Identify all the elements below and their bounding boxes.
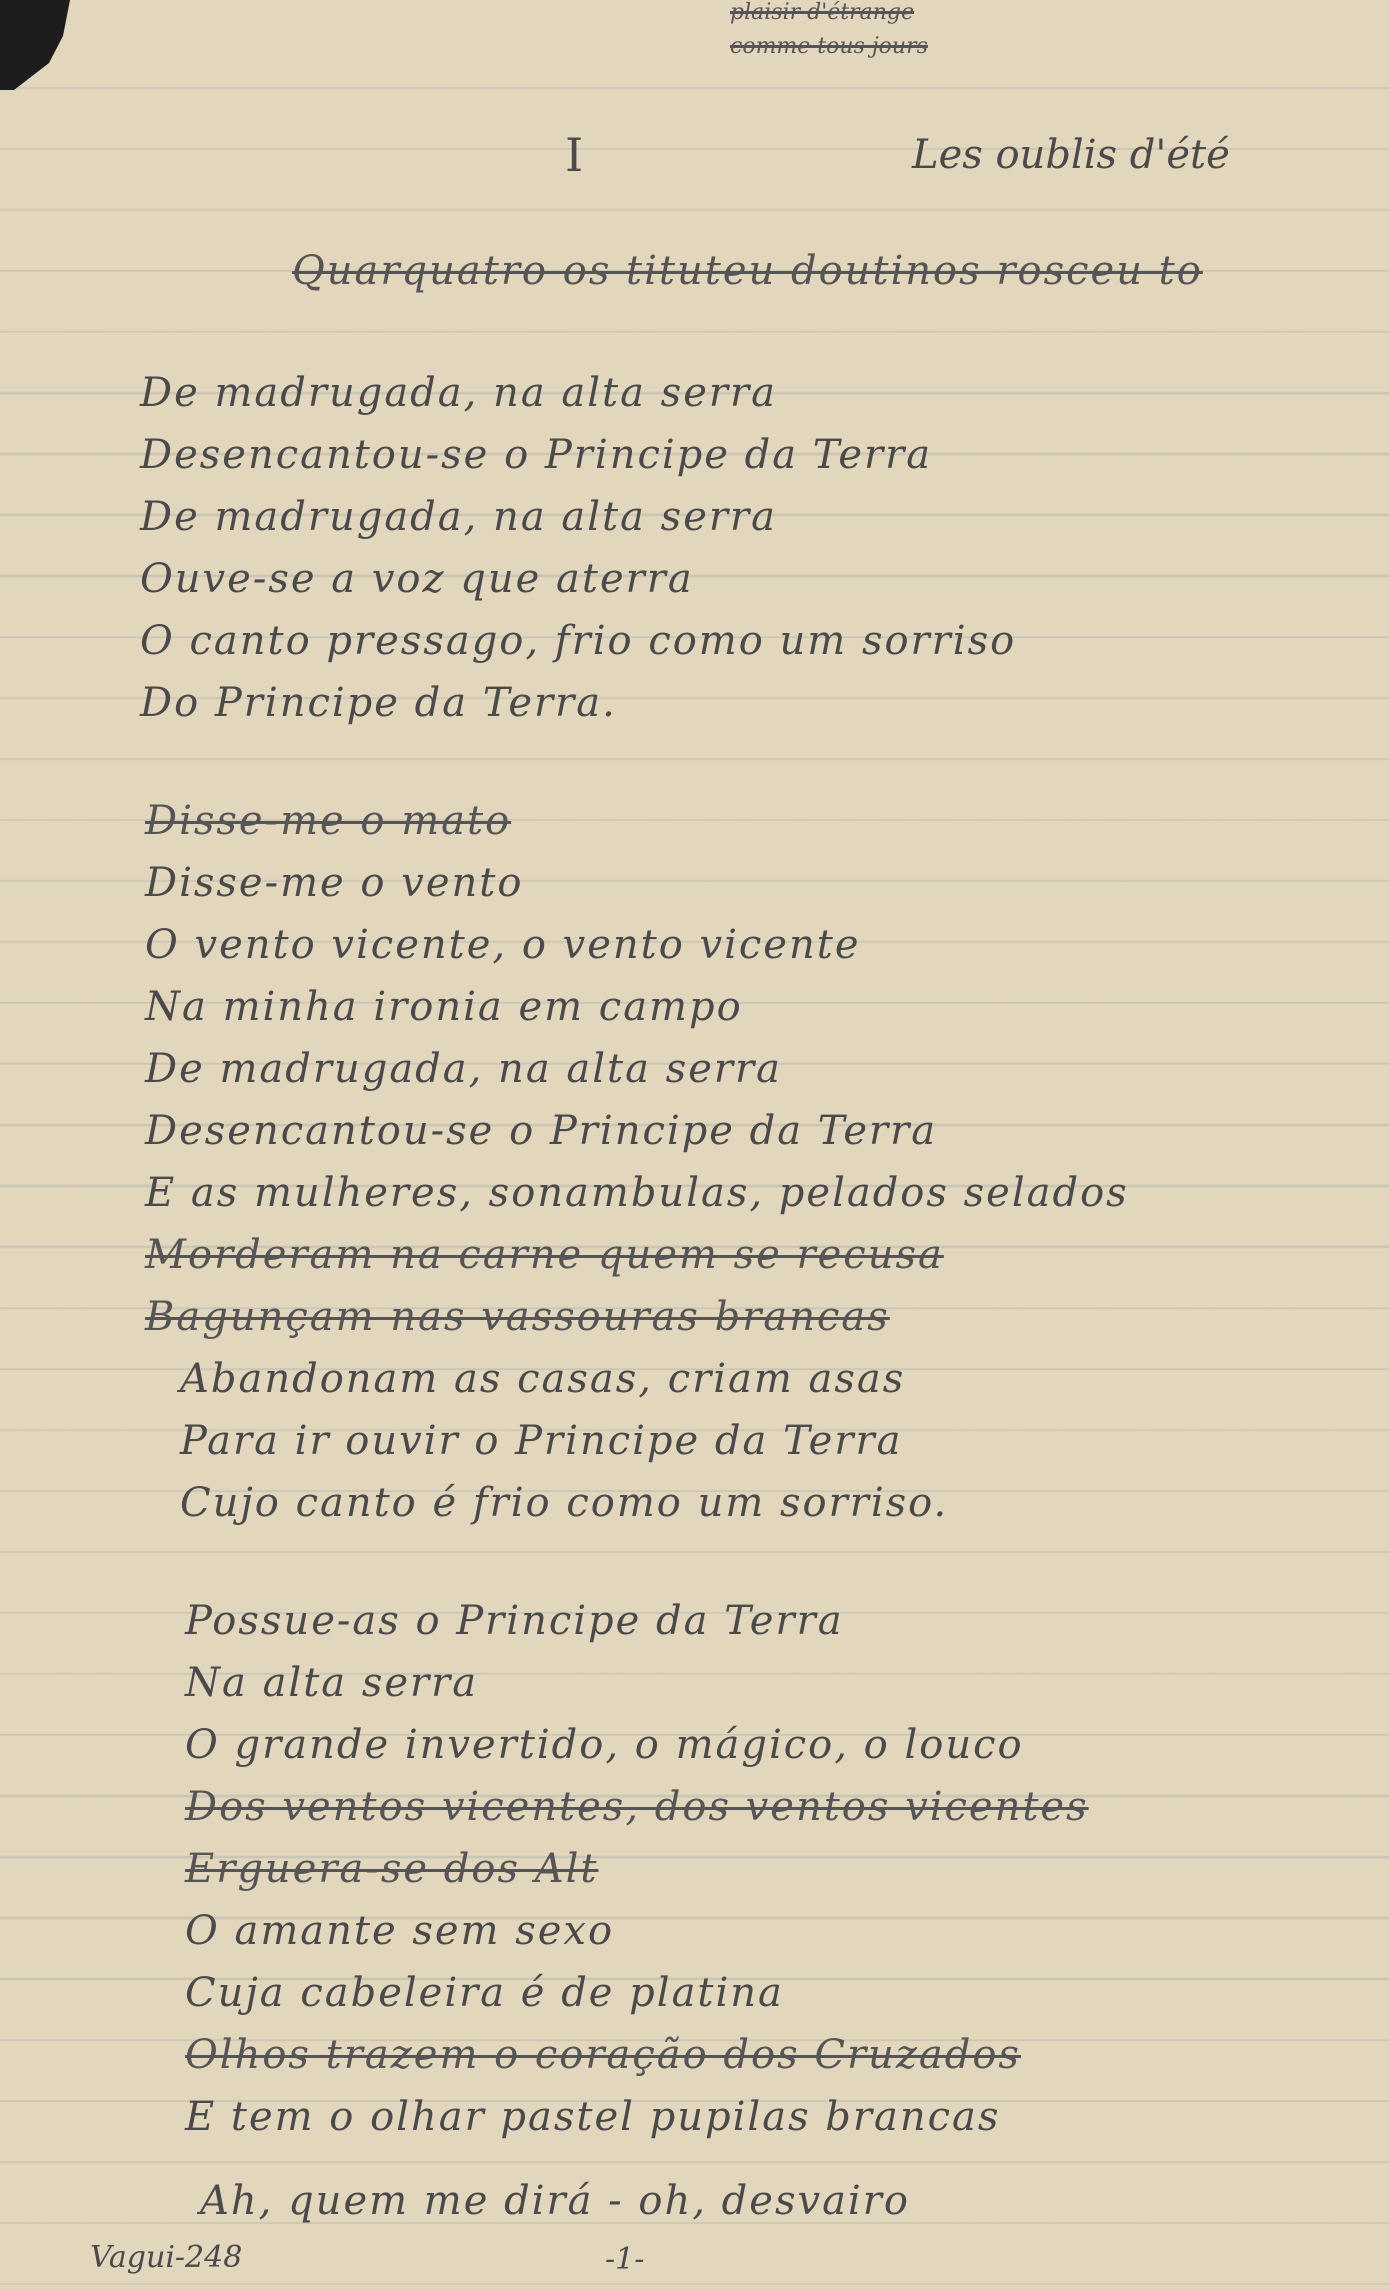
stanza-1-line-4: Ouve-se a voz que aterra [140, 556, 694, 602]
stanza-1-line-6: Do Principe da Terra. [140, 680, 617, 726]
stanza-4-line-1: Ah, quem me dirá - oh, desvairo [200, 2178, 910, 2224]
stanza-2-line-2: Disse-me o vento [145, 860, 524, 906]
stanza-3-line-5: Erguera-se dos Alt [185, 1846, 599, 1892]
stanza-1-line-3: De madrugada, na alta serra [140, 494, 777, 540]
stanza-2-line-4: Na minha ironia em campo [145, 984, 743, 1030]
stanza-1-line-2: Desencantou-se o Principe da Terra [140, 432, 933, 478]
stanza-2-line-8: Morderam na carne quem se recusa [145, 1232, 944, 1278]
struck-top-note-1: plaisir d'étrange [730, 0, 915, 25]
stanza-2-line-3: O vento vicente, o vento vicente [145, 922, 861, 968]
stanza-2-line-11: Para ir ouvir o Principe da Terra [180, 1418, 903, 1464]
stanza-3-line-6: O amante sem sexo [185, 1908, 615, 1954]
stanza-2-line-7: E as mulheres, sonambulas, pelados selados [145, 1170, 1129, 1216]
stanza-3-line-2: Na alta serra [185, 1660, 479, 1706]
stanza-1-line-1: De madrugada, na alta serra [140, 370, 777, 416]
stanza-2-line-9: Bagunçam nas vassouras brancas [145, 1294, 890, 1340]
struck-top-note-2: comme tous jours [730, 34, 928, 59]
section-numeral: I [565, 128, 584, 182]
stanza-2-line-6: Desencantou-se o Principe da Terra [145, 1108, 938, 1154]
struck-title: Quarquatro os tituteu doutinos rosceu to [292, 248, 1203, 294]
stanza-2-line-1: Disse-me o mato [145, 798, 512, 844]
stanza-3-line-8: Olhos trazem o coração dos Cruzados [185, 2032, 1021, 2078]
stanza-3-line-9: E tem o olhar pastel pupilas brancas [185, 2094, 1001, 2140]
stanza-2-line-12: Cujo canto é frio como um sorriso. [180, 1480, 949, 1526]
archive-reference: Vagui-248 [90, 2240, 243, 2275]
poem-subtitle: Les oublis d'été [912, 132, 1230, 178]
stanza-1-line-5: O canto pressago, frio como um sorriso [140, 618, 1017, 664]
stanza-3-line-4: Dos ventos vicentes, dos ventos vicentes [185, 1784, 1089, 1830]
stanza-3-line-7: Cuja cabeleira é de platina [185, 1970, 784, 2016]
stanza-3-line-1: Possue-as o Principe da Terra [185, 1598, 844, 1644]
torn-corner-mark [0, 0, 70, 90]
stanza-2-line-5: De madrugada, na alta serra [145, 1046, 782, 1092]
stanza-2-line-10: Abandonam as casas, criam asas [180, 1356, 906, 1402]
page-number: -1- [605, 2242, 645, 2277]
stanza-3-line-3: O grande invertido, o mágico, o louco [185, 1722, 1024, 1768]
